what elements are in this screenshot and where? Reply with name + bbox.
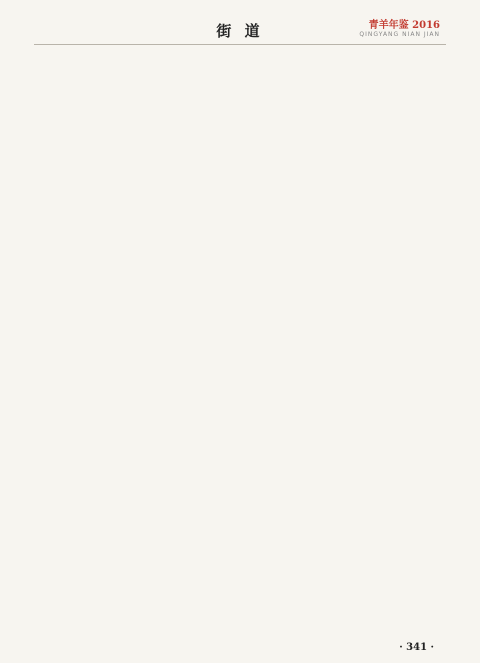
text-column-right	[246, 54, 446, 626]
text-column-left	[34, 54, 234, 626]
header-divider	[34, 44, 446, 45]
header-title: 街 道	[216, 22, 264, 40]
yearbook-title-english: QINGYANG NIAN JIAN	[359, 31, 440, 38]
yearbook-title: 青羊年鉴 2016	[368, 20, 440, 31]
page-number: · 341 ·	[399, 642, 434, 653]
